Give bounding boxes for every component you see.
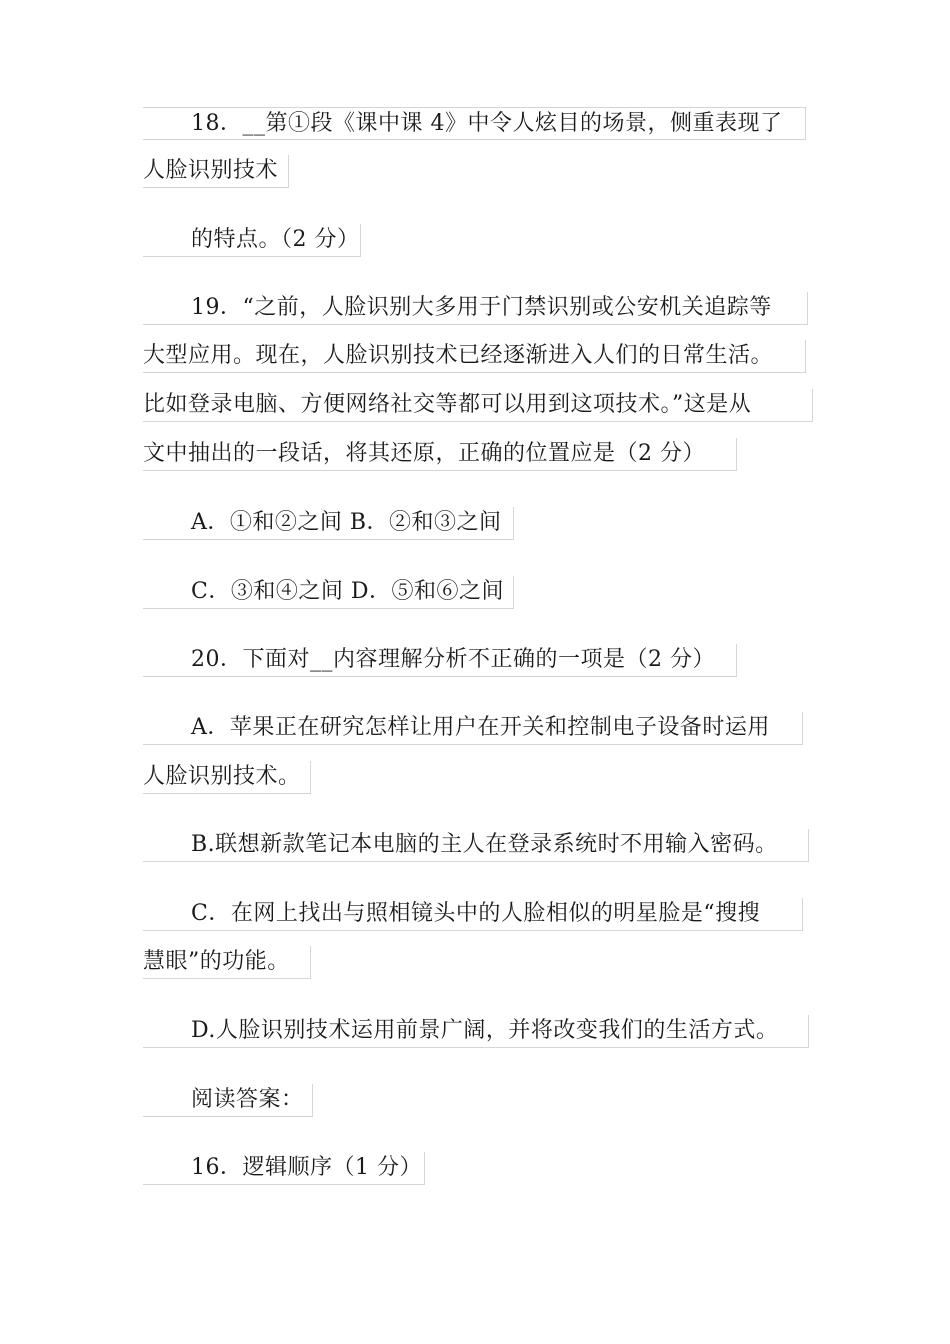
question-19-options-ab: A．①和②之间 B．②和③之间 — [143, 507, 514, 540]
question-20-option-c-line-1: C．在网上找出与照相镜头中的人脸相似的明星脸是“搜搜 — [143, 898, 803, 931]
question-20-line-1: 20．下面对__内容理解分析不正确的一项是（2 分） — [143, 644, 737, 677]
answers-heading: 阅读答案： — [143, 1084, 313, 1117]
question-20-option-a-line-1: A．苹果正在研究怎样让用户在开关和控制电子设备时运用 — [143, 712, 803, 745]
question-20-option-c-line-2: 慧眼”的功能。 — [143, 946, 311, 979]
question-19-line-2: 大型应用。现在，人脸识别技术已经逐渐进入人们的日常生活。 — [143, 340, 806, 373]
question-18-line-1: 18．__第①段《课中课 4》中令人炫目的场景，侧重表现了 — [143, 107, 806, 140]
question-20-option-a-line-2: 人脸识别技术。 — [143, 761, 311, 794]
question-20-option-d: D.人脸识别技术运用前景广阔，并将改变我们的生活方式。 — [143, 1015, 809, 1048]
question-19-line-1: 19．“之前，人脸识别大多用于门禁识别或公安机关追踪等 — [143, 292, 808, 325]
answer-16: 16．逻辑顺序（1 分） — [143, 1152, 425, 1185]
question-18-line-3: 的特点。（2 分） — [143, 224, 361, 257]
question-19-options-cd: C．③和④之间 D．⑤和⑥之间 — [143, 576, 514, 609]
question-19-line-4: 文中抽出的一段话，将其还原，正确的位置应是（2 分） — [143, 438, 737, 471]
question-18-line-2: 人脸识别技术 — [143, 155, 289, 188]
question-20-option-b: B.联想新款笔记本电脑的主人在登录系统时不用输入密码。 — [143, 829, 809, 862]
question-19-line-3: 比如登录电脑、方便网络社交等都可以用到这项技术。”这是从 — [143, 389, 813, 422]
